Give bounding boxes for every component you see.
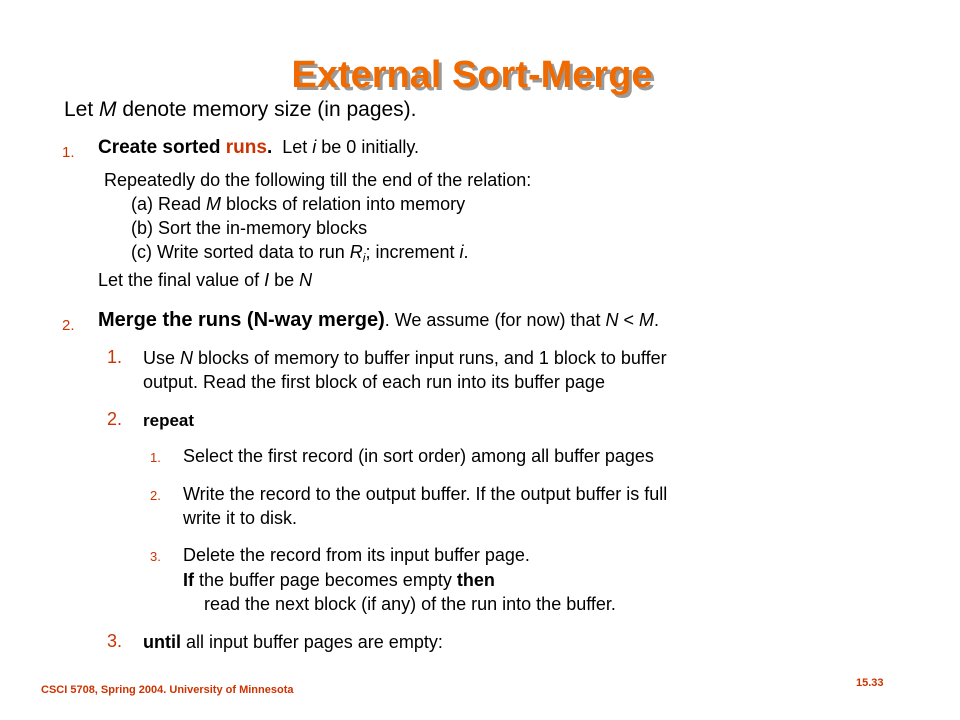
step2-heading xyxy=(98,309,659,332)
step1-head-a: Create sorted xyxy=(98,137,226,158)
step1-final-mid: be xyxy=(269,270,300,290)
r1-number: 1. xyxy=(150,450,161,465)
r1-text: Select the first record (in sort order) among all buffer pages xyxy=(183,446,654,466)
step1-a-pre: (a) Read xyxy=(131,194,207,214)
slide-title: External Sort-Merge xyxy=(291,54,653,96)
step1-a-post: blocks of relation into memory xyxy=(221,194,466,214)
r2-line2: write it to disk. xyxy=(183,508,298,528)
sub1-N: N xyxy=(180,348,194,368)
sub1-line1 xyxy=(143,348,667,369)
step1-c-i: i xyxy=(459,242,464,262)
step2-tail-M: M xyxy=(639,310,654,330)
sub1-pre: Use xyxy=(143,348,181,368)
r3-if: If xyxy=(183,570,194,590)
step1-tail-pre: Let xyxy=(272,137,313,157)
r3-line2 xyxy=(183,570,495,591)
step1-c-end: . xyxy=(463,242,469,262)
step1-head-b: . xyxy=(266,137,273,158)
step2-head: Merge the runs (N-way merge) xyxy=(98,309,385,331)
step1-line2: Repeatedly do the following till the end of the relation: xyxy=(104,170,532,190)
sub1-post: blocks of memory to buffer input runs, and 1 block to buffer xyxy=(193,348,667,368)
sub1-number: 1. xyxy=(107,347,123,367)
step1-final-N: N xyxy=(299,270,313,290)
step1-c-sub: i xyxy=(362,251,366,265)
step1-final-pre: Let the final value of xyxy=(98,270,265,290)
step1-heading xyxy=(98,137,419,159)
r3-line1: Delete the record from its input buffer page. xyxy=(183,545,530,565)
step1-c-mid: ; increment xyxy=(365,242,460,262)
step2-tail-lt: < xyxy=(618,310,639,330)
step1-final xyxy=(98,270,312,291)
step2-tail-pre: . We assume (for now) that xyxy=(384,310,606,330)
step1-tail-var: i xyxy=(312,137,317,157)
step1-tail-post: be 0 initially. xyxy=(316,137,419,157)
sub1-line2: output. Read the first block of each run into its buffer page xyxy=(143,372,605,392)
r3-number: 3. xyxy=(150,549,161,564)
r3-mid: the buffer page becomes empty xyxy=(194,570,457,590)
step1-c xyxy=(131,242,469,265)
intro-var: M xyxy=(99,98,117,121)
step2-tail-end: . xyxy=(654,310,660,330)
step1-a xyxy=(131,194,465,215)
footer-course: CSCI 5708, Spring 2004. University of Minnesota xyxy=(41,684,294,696)
repeat-label: repeat xyxy=(143,411,195,430)
step1-final-var: I xyxy=(264,270,270,290)
step1-b: (b) Sort the in-memory blocks xyxy=(131,218,368,238)
step2-tail-N: N xyxy=(605,310,619,330)
step2-number: 2. xyxy=(62,317,75,334)
until-label: until xyxy=(143,632,181,652)
r2-line1: Write the record to the output buffer. If the output buffer is full xyxy=(183,484,668,504)
intro-post: denote memory size (in pages). xyxy=(116,98,417,121)
step1-c-pre: (c) Write sorted data to run xyxy=(131,242,350,262)
intro-pre: Let xyxy=(64,98,100,121)
step1-head-red: runs xyxy=(225,137,267,158)
step1-a-var: M xyxy=(206,194,222,214)
sub3-number: 3. xyxy=(107,631,123,651)
intro-line xyxy=(64,98,417,122)
sub3-rest: all input buffer pages are empty: xyxy=(181,632,443,652)
r3-then: then xyxy=(456,570,495,590)
step1-c-R: R xyxy=(349,242,363,262)
r3-line3: read the next block (if any) of the run into the buffer. xyxy=(204,594,616,614)
step1-number: 1. xyxy=(62,144,75,161)
slide-number: 15.33 xyxy=(856,677,884,689)
sub3-line xyxy=(143,632,443,653)
r2-number: 2. xyxy=(150,488,161,503)
sub2-number: 2. xyxy=(107,409,123,429)
